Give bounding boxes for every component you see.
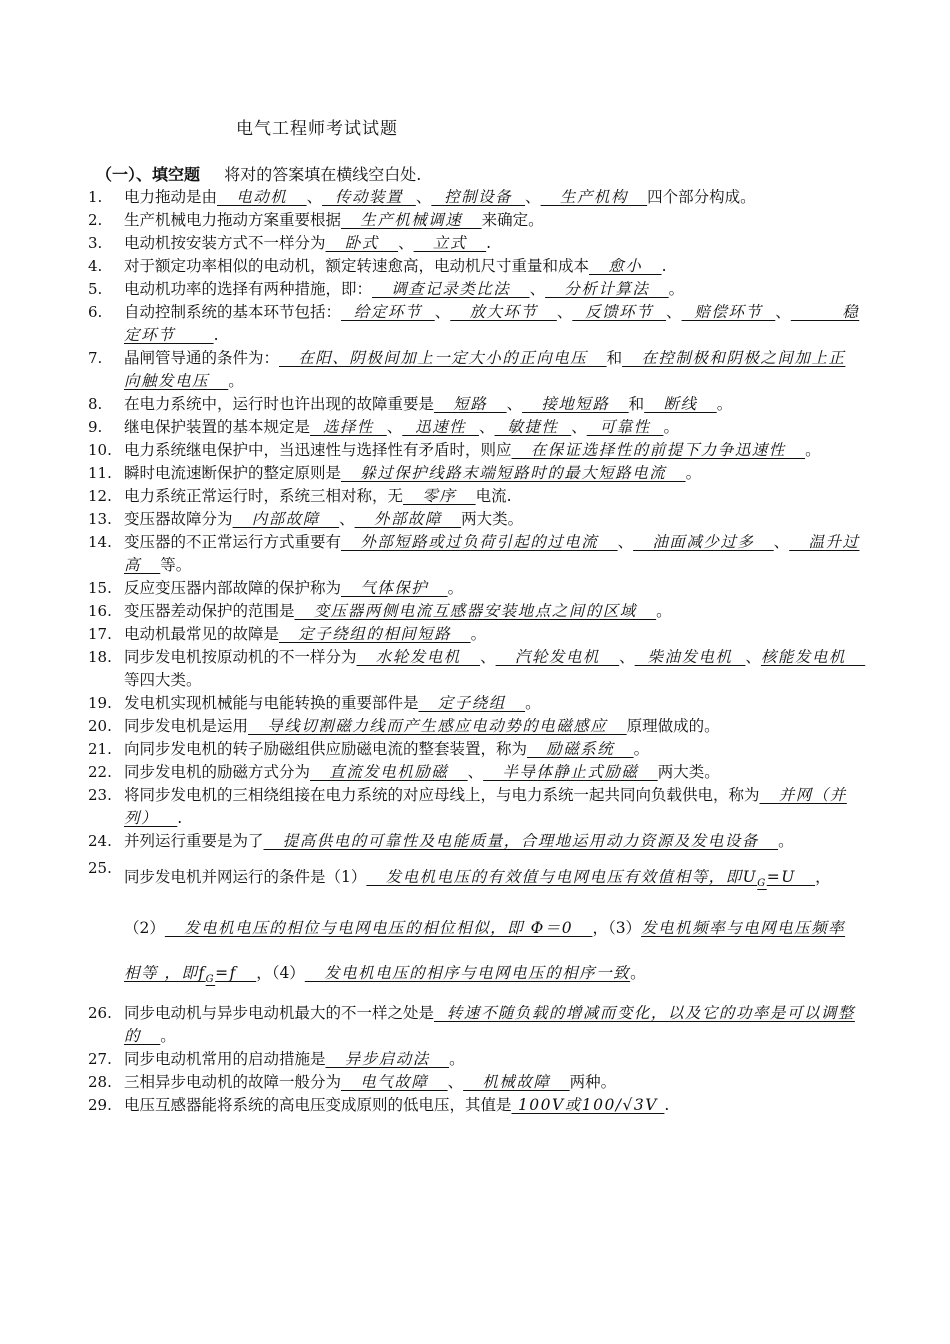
question-item <box>0 600 950 623</box>
question-item <box>0 462 950 485</box>
question-text: 、 <box>386 418 403 436</box>
answer-blank: 传动装置 <box>322 188 416 206</box>
answer-blank: 变压器两侧电流互感器安装地点之间的区域 <box>294 602 657 620</box>
question-text: 、 <box>478 418 495 436</box>
answer-blank: 提高供电的可靠性及电能质量，合理地运用动力资源及发电设备 <box>263 832 779 850</box>
question-number: 20. <box>88 717 112 735</box>
question-item <box>0 531 950 577</box>
question-item <box>0 646 950 692</box>
section-head: （一）、填空题 <box>96 165 201 184</box>
answer-blank: 发电机电压的相序与电网电压的相序一致 <box>304 964 631 983</box>
answer-blank: 100V或100/√3V <box>511 1096 665 1115</box>
question-item <box>0 347 950 393</box>
answer-blank: 断线 <box>644 395 717 413</box>
question-item <box>0 784 950 830</box>
question-text: 同步发电机的励磁方式分为 <box>124 763 311 781</box>
answer-blank: 导线切割磁力线而产生感应电动势的电磁感应 <box>248 717 627 735</box>
question-number: 28. <box>88 1073 112 1092</box>
question-number: 4. <box>88 257 103 275</box>
answer-blank: 在保证选择性的前提下力争迅速性 <box>511 441 806 459</box>
answer-blank: 水轮发电机 <box>356 648 481 666</box>
answer-blank: 机械故障 <box>463 1073 570 1092</box>
answer-blank: 定子绕组 <box>418 694 526 712</box>
answer-blank: 在控制极和阴极之间加上正向触发电压 <box>124 349 846 390</box>
question-text: 、 <box>306 188 323 206</box>
question-text: 反应变压器内部故障的保护称为 <box>124 579 342 597</box>
question-text: 晶闸管导通的条件为： <box>124 349 280 367</box>
answer-blank: 半导体静止式励磁 <box>483 763 658 781</box>
question-number: 29. <box>88 1096 112 1115</box>
question-number: 8. <box>88 395 103 413</box>
question-number: 16. <box>88 602 112 620</box>
question-text: 、 <box>775 303 791 321</box>
question-number: 7. <box>88 349 103 367</box>
question-text: 、 <box>339 510 355 528</box>
answer-blank: 零序 <box>403 487 476 505</box>
question-number: 19. <box>88 694 112 712</box>
answer-blank: 立式 <box>413 234 487 252</box>
answer-blank: 定子绕组的相间短路 <box>279 625 471 643</box>
question-text: 、 <box>467 763 484 781</box>
question-text: 同步发电机按原动机的不一样分为 <box>124 648 357 666</box>
question-text: . <box>486 234 492 252</box>
question-text: 。 <box>525 694 541 712</box>
question-item <box>0 255 950 278</box>
question-item <box>0 508 950 531</box>
question-text: 两种。 <box>569 1073 617 1092</box>
answer-blank: 柴油发电机 <box>634 648 746 666</box>
answer-blank: 躲过保护线路末端短路时的最大短路电流 <box>341 464 686 482</box>
question-text: 、 <box>506 395 523 413</box>
question-text: 瞬时电流速断保护的整定原则是 <box>124 464 342 482</box>
question-text: 同步电动机常用的启动措施是 <box>124 1050 326 1069</box>
question-text: 、 <box>745 648 761 666</box>
question-item <box>0 577 950 600</box>
question-item <box>0 830 950 853</box>
answer-blank: 生产机械调速 <box>341 211 482 229</box>
question-text: 电动机按安装方式不一样分为 <box>124 234 326 252</box>
question-text: 。 <box>447 579 464 597</box>
question-number: 14. <box>88 533 112 551</box>
question-text: . <box>177 809 183 827</box>
question-number: 24. <box>88 832 112 850</box>
answer-blank: 油面减少过多 <box>633 533 774 551</box>
question-text: 、 <box>480 648 496 666</box>
question-number: 2. <box>88 211 103 229</box>
question-text: 同步电动机与异步电动机最大的不一样之处是 <box>124 1004 435 1023</box>
question-text: 。 <box>805 441 821 459</box>
question-item <box>0 692 950 715</box>
question-number: 11. <box>88 464 112 482</box>
question-number: 17. <box>88 625 112 643</box>
question-number: 10. <box>88 441 112 459</box>
question-list <box>0 186 950 1117</box>
question-text: 。 <box>633 740 650 758</box>
question-text: 、 <box>447 1073 464 1092</box>
question-text: 生产机械电力拖动方案重要根据 <box>124 211 342 229</box>
question-text: 。 <box>228 372 244 390</box>
question-text: 、 <box>415 188 432 206</box>
question-number: 25. <box>88 859 112 877</box>
question-item <box>0 439 950 462</box>
question-text: 、 <box>571 418 587 436</box>
question-text: 等。 <box>160 556 192 574</box>
answer-blank: 电动机 <box>217 188 307 206</box>
answer-blank: 发电机电压的有效值与电网电压有效值相等，即U <box>366 868 758 886</box>
question-item <box>0 1094 950 1117</box>
answer-blank: 给定环节 <box>341 303 435 321</box>
question-item <box>0 278 950 301</box>
answer-blank: 异步启动法 <box>325 1050 450 1069</box>
question-text: . <box>664 1096 670 1115</box>
question-text: 、 <box>666 303 682 321</box>
question-number: 5. <box>88 280 103 298</box>
question-item <box>0 715 950 738</box>
question-text: 、 <box>398 234 414 252</box>
question-text: 和 <box>628 395 645 413</box>
question-number: 27. <box>88 1050 112 1069</box>
question-text: 电动机功率的选择有两种措施，即： <box>124 280 373 298</box>
answer-blank: 汽轮发电机 <box>495 648 620 666</box>
question-text: 和 <box>606 349 623 367</box>
question-text: 。 <box>668 280 685 298</box>
question-text: 。 <box>663 418 679 436</box>
answer-blank: 控制设备 <box>431 188 526 206</box>
question-number: 23. <box>88 786 112 804</box>
question-text: 、 <box>556 303 573 321</box>
question-text: 变压器差动保护的范围是 <box>124 602 295 620</box>
question-text: 、 <box>773 533 790 551</box>
answer-blank: 短路 <box>434 395 507 413</box>
question-text: 。 <box>160 1027 176 1046</box>
question-text: 在电力系统中，运行时也许出现的故障重要是 <box>124 395 435 413</box>
answer-subscript: G <box>205 974 216 986</box>
answer-blank: 外部故障 <box>354 510 462 528</box>
question-text: 。 <box>716 395 733 413</box>
question-text: . <box>213 326 219 344</box>
answer-blank: 气体保护 <box>341 579 448 597</box>
answer-blank: 转速不随负载的增减而变化，以及它的功率是可以调整的 <box>124 1004 855 1046</box>
answer-blank: 可靠性 <box>586 418 664 436</box>
question-text: 同步发电机并网运行的条件是（1） <box>124 868 367 886</box>
question-number: 6. <box>88 303 103 321</box>
question-text: 电力拖动是由 <box>124 188 218 206</box>
question-item <box>0 301 950 347</box>
answer-blank: 励磁系统 <box>527 740 634 758</box>
answer-blank: 调查记录类比法 <box>372 280 530 298</box>
question-text: 并列运行重要是为了 <box>124 832 264 850</box>
question-text: ，（3） <box>592 919 642 938</box>
question-text: 将同步发电机的三相绕组接在电力系统的对应母线上，与电力系统一起共同向负载供电，称为 <box>124 786 760 804</box>
answer-blank: 选择性 <box>310 418 387 436</box>
answer-blank: =U <box>766 868 816 886</box>
answer-blank: 接地短路 <box>522 395 629 413</box>
question-text: 。 <box>778 832 794 850</box>
question-text: 变压器故障分为 <box>124 510 233 528</box>
document-title: 电气工程师考试试题 <box>236 119 398 139</box>
question-text: 电力系统继电保护中，当迅速性与选择性有矛盾时，则应 <box>124 441 512 459</box>
question-text: 自动控制系统的基本环节包括： <box>124 303 342 321</box>
question-number: 22. <box>88 763 112 781</box>
question-item <box>0 209 950 232</box>
question-text: 电力系统正常运行时，系统三相对称，无 <box>124 487 404 505</box>
question-text: 、 <box>525 188 541 206</box>
answer-blank: 卧式 <box>325 234 399 252</box>
answer-blank: 内部故障 <box>232 510 340 528</box>
answer-blank: 愈小 <box>589 257 662 275</box>
question-text: 。 <box>470 625 487 643</box>
question-number: 12. <box>88 487 112 505</box>
question-text: 来确定。 <box>481 211 544 229</box>
question-text: 两大类。 <box>657 763 720 781</box>
question-item <box>0 1071 950 1094</box>
question-text: 电流. <box>475 487 512 505</box>
question-number: 18. <box>88 648 112 666</box>
question-item <box>0 623 950 646</box>
question-item <box>0 855 950 1002</box>
question-text: 、 <box>529 280 546 298</box>
answer-blank: 发电机电压的相位与电网电压的相位相似，即 Φ＝0 <box>164 919 593 938</box>
answer-blank: 核能发电机 <box>760 648 866 666</box>
question-item <box>0 1048 950 1071</box>
answer-blank: 稳定环节 <box>124 303 860 344</box>
question-text: 。 <box>685 464 702 482</box>
question-number: 26. <box>88 1004 112 1023</box>
question-text: . <box>661 257 667 275</box>
question-item <box>0 738 950 761</box>
question-item <box>0 393 950 416</box>
question-text: 电压互感器能将系统的高电压变成原则的低电压，其值是 <box>124 1096 512 1115</box>
question-text: 对于额定功率相似的电动机，额定转速愈高，电动机尺寸重量和成本 <box>124 257 590 275</box>
answer-blank: 迅速性 <box>402 418 479 436</box>
answer-blank: 电气故障 <box>341 1073 448 1092</box>
question-text: 原理做成的。 <box>626 717 720 735</box>
question-item <box>0 1002 950 1048</box>
answer-blank: 并网（并列） <box>124 786 847 827</box>
section-heading <box>96 162 421 185</box>
question-number: 3. <box>88 234 103 252</box>
question-number: 13. <box>88 510 112 528</box>
question-item <box>0 761 950 784</box>
answer-blank: 发电机频率与电网电压频率相等 ，即f <box>124 919 846 983</box>
question-text: 两大类。 <box>461 510 524 528</box>
answer-blank: 直流发电机励磁 <box>310 763 468 781</box>
answer-blank: 生产机构 <box>540 188 648 206</box>
answer-blank: 外部短路或过负荷引起的过电流 <box>341 533 618 551</box>
answer-blank: 分析计算法 <box>545 280 669 298</box>
answer-blank: 放大环节 <box>450 303 557 321</box>
question-text: 同步发电机是运用 <box>124 717 249 735</box>
question-text: 向同步发电机的转子励磁组供应励磁电流的整套装置，称为 <box>124 740 528 758</box>
question-item <box>0 485 950 508</box>
answer-blank: =f <box>215 964 257 983</box>
question-text: 。 <box>656 602 672 620</box>
section-description: 将对的答案填在横线空白处. <box>224 165 422 184</box>
question-item <box>0 416 950 439</box>
question-text: 四个部分构成。 <box>647 188 756 206</box>
answer-blank: 温升过高 <box>124 533 860 574</box>
question-item <box>0 232 950 255</box>
question-text: 。 <box>449 1050 465 1069</box>
question-text: 、 <box>434 303 451 321</box>
question-text: 变压器的不正常运行方式重要有 <box>124 533 342 551</box>
question-text: ，（4） <box>256 964 305 983</box>
question-text: ，（2） <box>124 868 831 938</box>
question-number: 9. <box>88 418 103 436</box>
question-text: 电动机最常见的故障是 <box>124 625 280 643</box>
question-number: 1. <box>88 188 103 206</box>
answer-blank: 在阳、阴极间加上一定大小的正向电压 <box>279 349 607 367</box>
question-text: 继电保护装置的基本规定是 <box>124 418 311 436</box>
question-item <box>0 186 950 209</box>
answer-blank: 反馈环节 <box>572 303 667 321</box>
question-text: 三相异步电动机的故障一般分为 <box>124 1073 342 1092</box>
answer-blank: 敏捷性 <box>494 418 572 436</box>
question-number: 15. <box>88 579 112 597</box>
question-number: 21. <box>88 740 112 758</box>
question-text: 、 <box>619 648 635 666</box>
answer-subscript: G <box>757 878 767 890</box>
question-text: 。 <box>630 964 646 983</box>
answer-blank: 赔偿环节 <box>681 303 776 321</box>
question-text: 发电机实现机械能与电能转换的重要部件是 <box>124 694 419 712</box>
question-text: 、 <box>617 533 634 551</box>
question-text: 等四大类。 <box>124 671 202 689</box>
